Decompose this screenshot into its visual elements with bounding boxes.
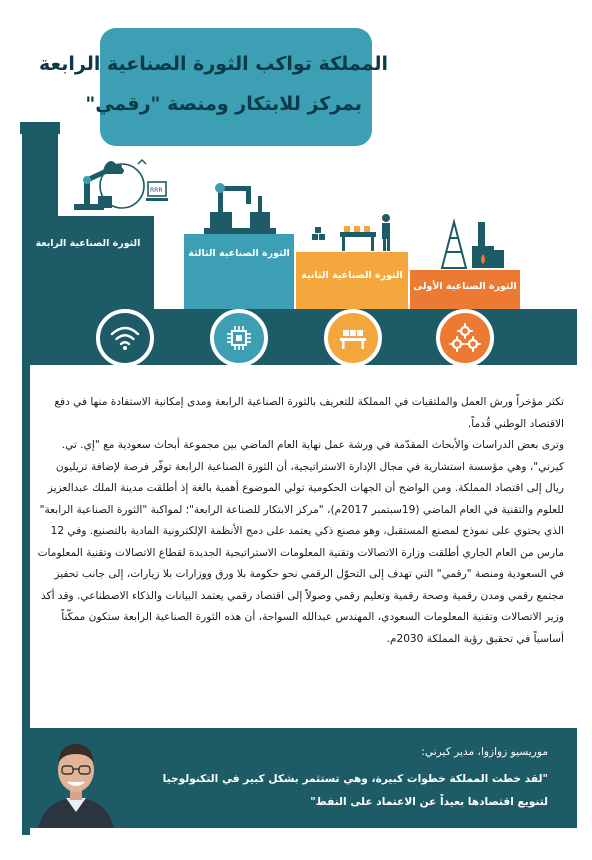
page-title bbox=[0, 44, 388, 124]
step-third-revolution bbox=[184, 234, 294, 310]
wifi-icon bbox=[96, 309, 154, 367]
robot-network-illustration bbox=[66, 156, 176, 216]
conveyor-worker-illustration bbox=[308, 208, 398, 252]
paragraph-main: وترى بعض الدراسات والأبحاث المقدّمة في ورشة عمل نهاية العام الماضي بين مجموعة أبحاث سعودية مع "إي. تي. كيرني"، وهي مؤسسة استشارية في مجال الإدارة الاستراتيجية، أن الثورة الصناعية الرابعة توفّر فرصة لإضافة تريليون ريال إلى اقتصاد المملكة. ومن الواضح أن الجهات الحكومية تولي الموضوع أهمية بالغة إذ أطلقت مدينة الملك عبدالعزيز للعلوم والتقنية في العام الماضي (19سبتمبر 2017م)، "مركز الابتكار للصناعة الرابعة"؛ لمواكبة "الثورة الصناعية الرابعة" الذي يحتوي على نموذج لمصنع المستقبل، وهو مصنع ذكي يعتمد على دمج الأنظمة الإلكترونية المادية بالتصنيع. وفي 12 مارس من العام الجاري أطلقت وزارة الاتصالات وتقنية المعلومات الاستراتيجية الجديدة لقطاع الاتصالات وتقنية المعلومات في السعودية ومنصة "رقمي" التي تهدف إلى التحوّل الرقمي نحو حكومة بلا ورق ووزارات بلا زيارات، إلى جانب تحفيز مجتمع رقمي ومدن رقمية وصحة رقمية وتعليم رقمي وصولاً إلى اقتصاد رقمي يعتمد البيانات والذكاء الاصطناعي. وقد أكد وزير الاتصالات وتقنية المعلومات السعودي، المهندس عبدالله السواحة، أن هذه الثورة الصناعية الرابعة ستكون ممكّناً أساسياً في تحقيق رؤية المملكة 2030م. bbox=[37, 439, 564, 645]
conveyor-icon bbox=[324, 309, 382, 367]
step-fourth-revolution bbox=[22, 216, 154, 310]
article-body bbox=[36, 392, 564, 650]
quote-text bbox=[130, 768, 548, 814]
title-line-1: المملكة تواكب الثورة الصناعية الرابعة bbox=[39, 53, 388, 75]
step-label: الثورة الصناعية الثالثة bbox=[188, 248, 290, 259]
speaker-portrait bbox=[30, 728, 122, 828]
step-second-revolution bbox=[296, 252, 408, 310]
chip-icon bbox=[210, 309, 268, 367]
quote-line-1: "لقد خطت المملكة خطوات كبيرة، وهي تستثمر بشكل كبير في التكنولوجيا bbox=[162, 773, 548, 785]
step-first-revolution bbox=[410, 270, 520, 310]
oil-derrick-illustration bbox=[432, 212, 508, 270]
industrial-robot-illustration bbox=[200, 178, 280, 234]
paragraph-intro: تكثر مؤخراً ورش العمل والملتقيات في المملكة للتعريف بالثورة الصناعية الرابعة ومدى إمكانية الاستفادة منها في دفع الاقتصاد الوطني قُدماً. bbox=[54, 396, 564, 430]
step-label: الثورة الصناعية الرابعة bbox=[35, 238, 141, 249]
gears-icon bbox=[436, 309, 494, 367]
quote-speaker: موريسيو زوازوا، مدير كيرني: bbox=[421, 746, 548, 758]
step-label: الثورة الصناعية الثانية bbox=[301, 270, 403, 281]
svg-text:RRR: RRR bbox=[150, 187, 163, 194]
step-label: الثورة الصناعية الأولى bbox=[413, 281, 517, 292]
title-line-2: بمركز للابتكار ومنصة "رقمي" bbox=[85, 93, 362, 115]
quote-line-2: لتنويع اقتصادها بعيداً عن الاعتماد على النفط" bbox=[310, 796, 548, 808]
